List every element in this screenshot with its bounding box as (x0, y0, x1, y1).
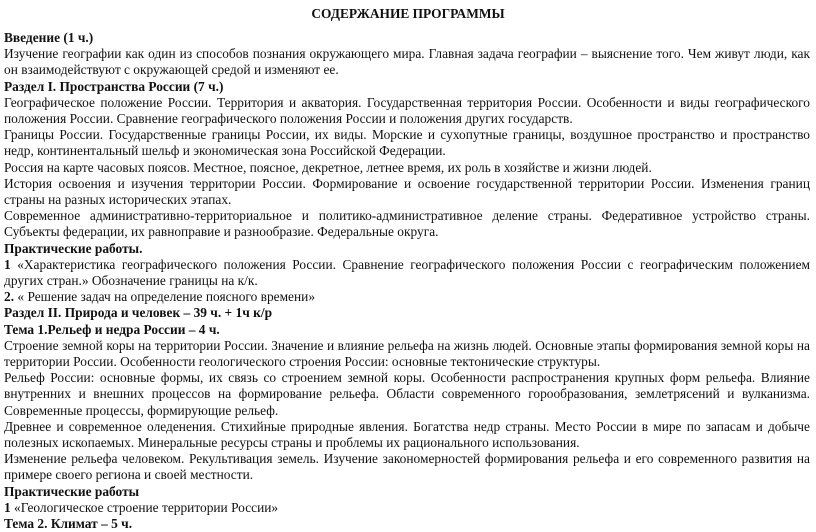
item-number: 2. (4, 289, 15, 305)
document-title: СОДЕРЖАНИЕ ПРОГРАММЫ (311, 6, 505, 21)
section-heading: Практические работы. (4, 240, 143, 256)
paragraph: Изучение географии как один из способов познания окружающего мира. Главная задача географии – выяснение того. Чем живут люди, как он взаимодействуют с окружающей средой и изменяют ее. (4, 46, 810, 78)
document-body (4, 30, 810, 532)
paragraph: Изменение рельефа человеком. Рекультивация земель. Изучение закономерностей формирования рельефа и его современного развития на примере своего региона и своей местности. (4, 451, 810, 483)
section-heading: Введение (1 ч.) (4, 30, 94, 45)
paragraph: Рельеф России: основные формы, их связь со строением земной коры. Особенности распространения крупных форм рельефа. Влияние внутренних и внешних процессов на формирование рельефа. Области современного горообразования, землетрясений и вулканизма. Современные процессы, формирующие рельеф. (4, 370, 810, 418)
item-text: «Характеристика географического положения России. Сравнение географического положения России с географическим положением других стран.» Обозначение границы на к/к. (4, 256, 810, 289)
section-heading: Раздел I. Пространства России (7 ч.) (4, 78, 224, 94)
item-number: 1 (4, 256, 11, 272)
item-number: 1 (4, 499, 11, 515)
section-heading: Раздел II. Природа и человек – 39 ч. + 1ч к/р (4, 305, 273, 321)
section-heading: Практические работы (4, 483, 140, 499)
practical-work-item (4, 257, 810, 289)
section-heading: Тема 2. Климат – 5 ч. (4, 516, 133, 532)
paragraph: Географическое положение России. Территория и акватория. Государственная территория России. Особенности и виды географического положения России. Сравнение географического положения России и положения других государств. (4, 94, 810, 127)
paragraph: История освоения и изучения территории России. Формирование и освоение государственной территории России. Изменения границ страны на разных исторических этапах. (4, 175, 810, 208)
paragraph: Границы России. Государственные границы России, их виды. Морские и сухопутные границы, воздушное пространство и пространство недр, континентальный шельф и экономическая зона Российской Федерации. (4, 127, 810, 159)
item-text: « Решение задач на определение поясного времени» (14, 289, 316, 305)
section-heading: Тема 1.Рельеф и недра России – 4 ч. (4, 321, 220, 337)
practical-work-item (4, 289, 810, 305)
paragraph: Современное административно-территориальное и политико-административное деление страны. Федеративное устройство страны. Субъекты федерации, их равноправие и разнообразие. Федеральные округа. (4, 208, 810, 240)
paragraph: Древнее и современное оледенения. Стихийные природные явления. Богатства недр страны. Место России в мире по запасам и добыче полезных ископаемых. Минеральные ресурсы страны и проблемы их рационального использования. (4, 418, 810, 451)
paragraph: Строение земной коры на территории России. Значение и влияние рельефа на жизнь людей. Основные этапы формирования земной коры на территории России. Особенности геологического строения России: основные тектонические структуры. (4, 337, 810, 370)
item-text: «Геологическое строение территории России» (10, 499, 279, 515)
practical-work-item (4, 500, 810, 516)
paragraph: Россия на карте часовых поясов. Местное, поясное, декретное, летнее время, их роль в хозяйстве и жизни людей. (4, 159, 652, 175)
